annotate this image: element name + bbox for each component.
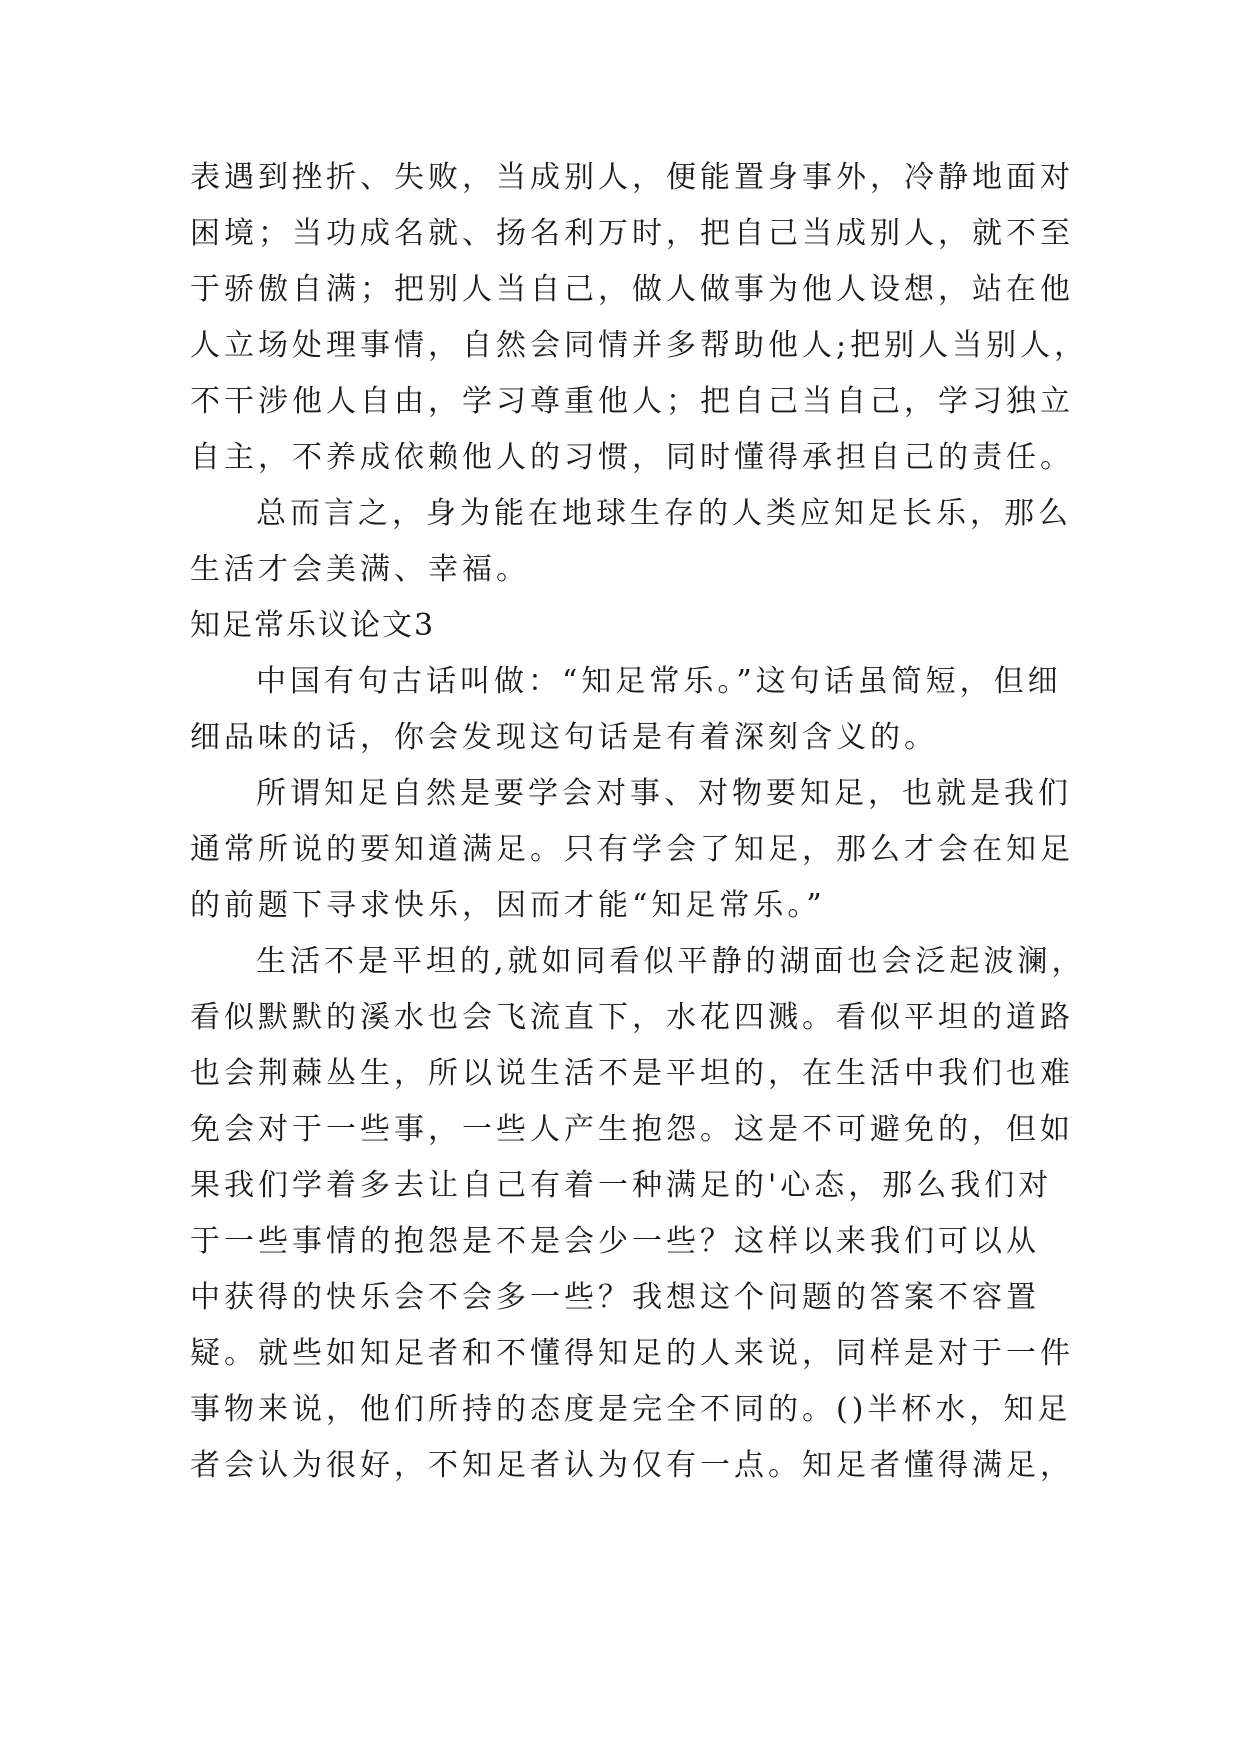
text-line: 者会认为很好，不知足者认为仅有一点。知足者懂得满足， [190,1448,1074,1483]
text-line: 免会对于一些事，一些人产生抱怨。这是不可避免的，但如 [190,1112,1074,1147]
text-line: 生活才会美满、幸福。 [190,552,530,587]
text-line: 于一些事情的抱怨是不是会少一些？这样以来我们可以从 [190,1224,1040,1259]
text-line: 困境；当功成名就、扬名利万时，把自己当成别人，就不至 [190,216,1074,251]
text-line: 事物来说，他们所持的态度是完全不同的。()半杯水，知足 [190,1392,1072,1427]
text-line: 果我们学着多去让自己有着一种满足的'心态，那么我们对 [190,1168,1053,1203]
section-heading: 知足常乐议论文3 [190,608,436,643]
text-line: 通常所说的要知道满足。只有学会了知足，那么才会在知足 [190,832,1074,867]
text-line: 看似默默的溪水也会飞流直下，水花四溅。看似平坦的道路 [190,1000,1074,1035]
paragraph-first-line: 生活不是平坦的,就如同看似平静的湖面也会泛起波澜， [256,944,1086,979]
text-line: 也会荆蕀丛生，所以说生活不是平坦的，在生活中我们也难 [190,1056,1074,1091]
text-line: 的前题下寻求快乐，因而才能“知足常乐。” [190,888,826,923]
paragraph-first-line: 中国有句古话叫做：“知足常乐。”这句话虽简短，但细 [256,664,1062,699]
text-line: 人立场处理事情，自然会同情并多帮助他人;把别人当别人， [190,328,1089,363]
text-line: 于骄傲自满；把别人当自己，做人做事为他人设想，站在他 [190,272,1074,307]
paragraph-first-line: 所谓知足自然是要学会对事、对物要知足，也就是我们 [256,776,1072,811]
document-body [190,150,1089,1494]
text-line: 细品味的话，你会发现这句话是有着深刻含义的。 [190,720,938,755]
text-line: 疑。就些如知足者和不懂得知足的人来说，同样是对于一件 [190,1336,1074,1371]
text-line: 不干涉他人自由，学习尊重他人；把自己当自己，学习独立 [190,384,1074,419]
text-line: 中获得的快乐会不会多一些？我想这个问题的答案不容置 [190,1280,1040,1315]
text-line: 表遇到挫折、失败，当成别人，便能置身事外，冷静地面对 [190,160,1074,195]
paragraph-first-line: 总而言之，身为能在地球生存的人类应知足长乐，那么 [256,496,1072,531]
text-line: 自主，不养成依赖他人的习惯，同时懂得承担自己的责任。 [190,440,1074,475]
